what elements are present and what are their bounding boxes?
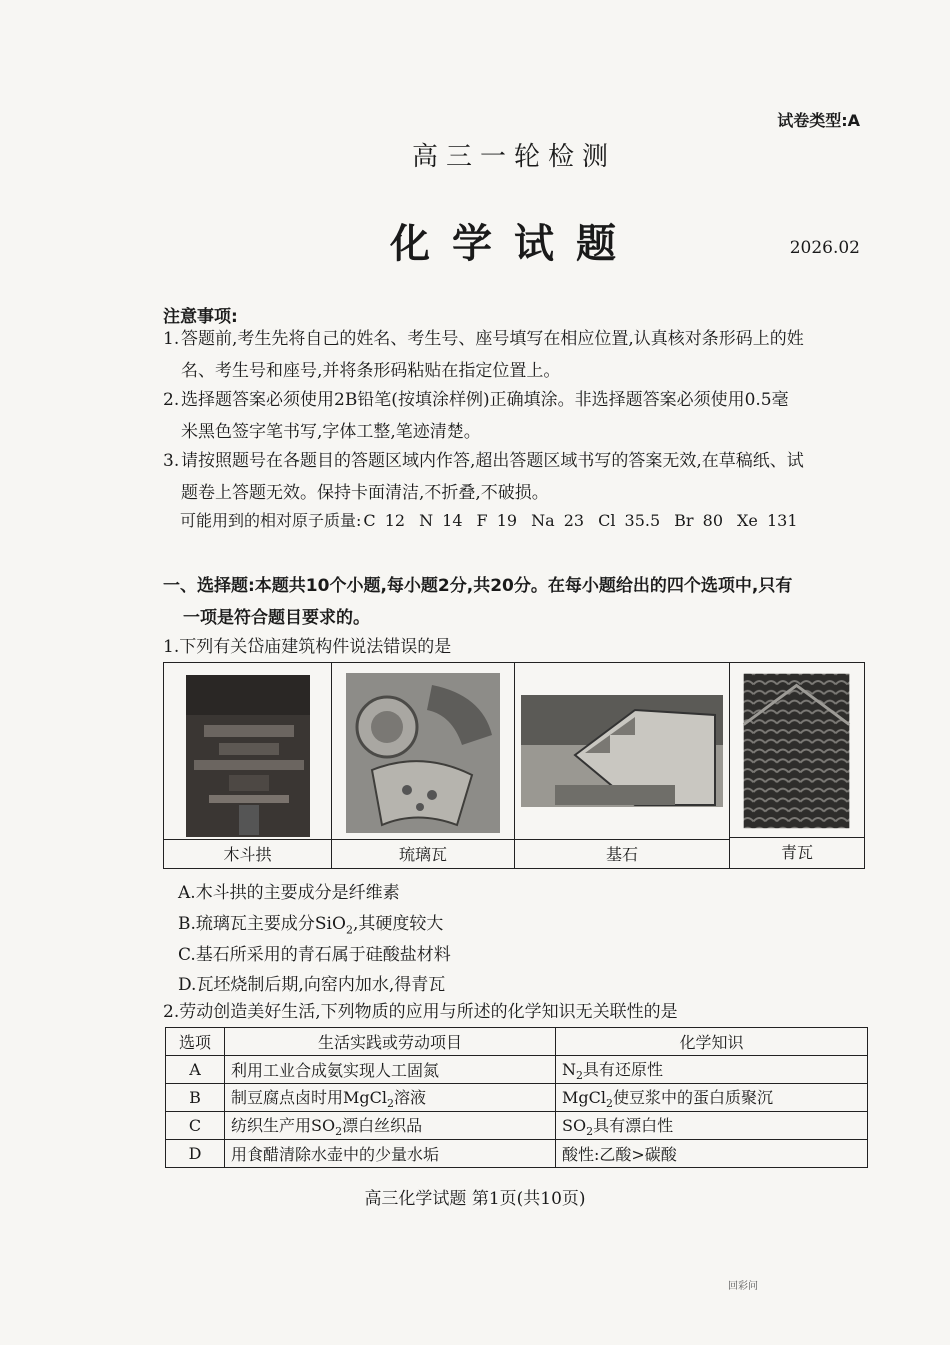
option-label: C. xyxy=(178,945,196,965)
option-label: D. xyxy=(178,975,197,995)
practice-text: 纺织生产用SO xyxy=(231,1115,336,1135)
cell-knowledge xyxy=(556,1112,868,1140)
knowledge-text: MgCl xyxy=(562,1087,606,1107)
mass-item: Cl 35.5 xyxy=(598,511,661,530)
cell-practice: 用食醋清除水壶中的少量水垢 xyxy=(225,1140,556,1168)
caption-gray-tile: 青瓦 xyxy=(780,843,813,862)
subscript: 2 xyxy=(576,1069,583,1083)
notice-text: 选择题答案必须使用2B铅笔(按填涂样例)正确填涂。非选择题答案必须使用0.5毫 xyxy=(181,390,789,410)
cell-option: A xyxy=(166,1056,225,1084)
q1-option-c xyxy=(178,940,451,965)
cell-practice xyxy=(225,1112,556,1140)
knowledge-text: 具有还原性 xyxy=(583,1059,664,1079)
option-text: 琉璃瓦主要成分SiO xyxy=(195,914,346,934)
notice-text: 米黑色签字笔书写,字体工整,笔迹清楚。 xyxy=(181,422,481,442)
mass-item: Xe 131 xyxy=(737,511,798,530)
table-header-row xyxy=(166,1028,868,1056)
mass-item: F 19 xyxy=(476,511,518,530)
table-row xyxy=(166,1112,868,1140)
practice-text: 制豆腐点卤时用MgCl xyxy=(231,1087,387,1107)
caption-glazed-tile: 琉璃瓦 xyxy=(398,845,447,864)
table-row xyxy=(166,1140,868,1168)
page-footer: 高三化学试题 第1页(共10页) xyxy=(364,1189,586,1209)
masses-label: 可能用到的相对原子质量: xyxy=(180,511,362,530)
q1-option-a xyxy=(178,878,400,903)
notice-item-2 xyxy=(163,384,863,448)
question-2-stem: 2.劳动创造美好生活,下列物质的应用与所述的化学知识无关联性的是 xyxy=(163,1002,678,1022)
subscript: 2 xyxy=(387,1097,394,1111)
subscript: 2 xyxy=(335,1125,343,1139)
section-line: 一项是符合题目要求的。 xyxy=(183,608,370,628)
option-text: 木斗拱的主要成分是纤维素 xyxy=(195,883,400,903)
image-cell-foundation-stone xyxy=(515,663,730,868)
exam-title: 化学试题 xyxy=(390,220,638,267)
cell-practice: 利用工业合成氨实现人工固氮 xyxy=(225,1056,556,1084)
image-cell-dougong xyxy=(164,663,332,868)
option-label: A. xyxy=(178,883,196,903)
gray-tile-photo xyxy=(730,663,864,838)
caption-foundation-stone: 基石 xyxy=(605,845,638,864)
practice-text: 溶液 xyxy=(394,1087,427,1107)
table-row xyxy=(166,1056,868,1084)
foundation-stone-photo xyxy=(515,663,729,840)
knowledge-text: 具有漂白性 xyxy=(593,1115,674,1135)
cell-knowledge xyxy=(556,1084,868,1112)
section-line: 一、选择题:本题共10个小题,每小题2分,共20分。在每小题给出的四个选项中,只有 xyxy=(163,576,793,596)
header-practice: 生活实践或劳动项目 xyxy=(225,1028,556,1056)
paper-type: 试卷类型:A xyxy=(777,111,860,130)
cell-option: D xyxy=(166,1140,225,1168)
bottom-mark: 回彩问 xyxy=(728,1281,758,1292)
cell-option: B xyxy=(166,1084,225,1112)
header-option: 选项 xyxy=(166,1028,225,1056)
option-text: 基石所采用的青石属于硅酸盐材料 xyxy=(195,945,451,965)
cell-practice xyxy=(225,1084,556,1112)
glazed-tile-photo xyxy=(332,663,514,840)
notice-heading: 注意事项: xyxy=(163,307,238,327)
mass-item: C 12 xyxy=(363,511,406,530)
notice-text: 名、考生号和座号,并将条形码粘贴在指定位置上。 xyxy=(181,361,561,381)
practice-text: 漂白丝织品 xyxy=(342,1115,423,1135)
notice-item-1 xyxy=(163,323,863,387)
question-1-stem: 1.下列有关岱庙建筑构件说法错误的是 xyxy=(163,637,452,657)
exam-subtitle: 高三一轮检测 xyxy=(411,142,616,172)
caption-dougong: 木斗拱 xyxy=(223,845,272,864)
image-cell-gray-tile xyxy=(730,663,864,868)
header-knowledge: 化学知识 xyxy=(556,1028,868,1056)
subscript: 2 xyxy=(586,1125,594,1139)
q1-option-b xyxy=(178,909,443,936)
atomic-masses xyxy=(180,508,812,531)
mass-item: N 14 xyxy=(419,511,463,530)
q1-option-d xyxy=(178,970,445,995)
cell-knowledge: 酸性:乙酸>碳酸 xyxy=(556,1140,868,1168)
dougong-photo xyxy=(164,663,331,840)
q1-image-table xyxy=(163,662,865,869)
exam-date: 2026.02 xyxy=(789,238,860,258)
image-cell-glazed-tile xyxy=(332,663,515,868)
notice-text: 请按照题号在各题目的答题区域内作答,超出答题区域书写的答案无效,在草稿纸、试 xyxy=(181,451,804,471)
knowledge-text: 使豆浆中的蛋白质聚沉 xyxy=(612,1087,773,1107)
notice-text: 答题前,考生先将自己的姓名、考生号、座号填写在相应位置,认真核对条形码上的姓 xyxy=(181,329,804,349)
notice-num: 2. xyxy=(163,390,180,410)
mass-item: Br 80 xyxy=(674,511,724,530)
option-text: 瓦坯烧制后期,向窑内加水,得青瓦 xyxy=(196,975,446,995)
notice-text: 题卷上答题无效。保持卡面清洁,不折叠,不破损。 xyxy=(181,483,549,503)
q2-table xyxy=(165,1027,868,1168)
table-row xyxy=(166,1084,868,1112)
knowledge-text: N xyxy=(562,1059,576,1079)
subscript: 2 xyxy=(345,923,353,937)
cell-knowledge xyxy=(556,1056,868,1084)
notice-item-3 xyxy=(163,445,863,509)
option-label: B. xyxy=(178,914,196,934)
mass-item: Na 23 xyxy=(531,511,585,530)
subscript: 2 xyxy=(605,1097,613,1111)
notice-num: 1. xyxy=(163,329,180,349)
knowledge-text: SO xyxy=(562,1115,587,1135)
cell-option: C xyxy=(166,1112,225,1140)
option-text: ,其硬度较大 xyxy=(352,914,444,934)
section-heading xyxy=(163,570,868,634)
notice-num: 3. xyxy=(163,451,180,471)
